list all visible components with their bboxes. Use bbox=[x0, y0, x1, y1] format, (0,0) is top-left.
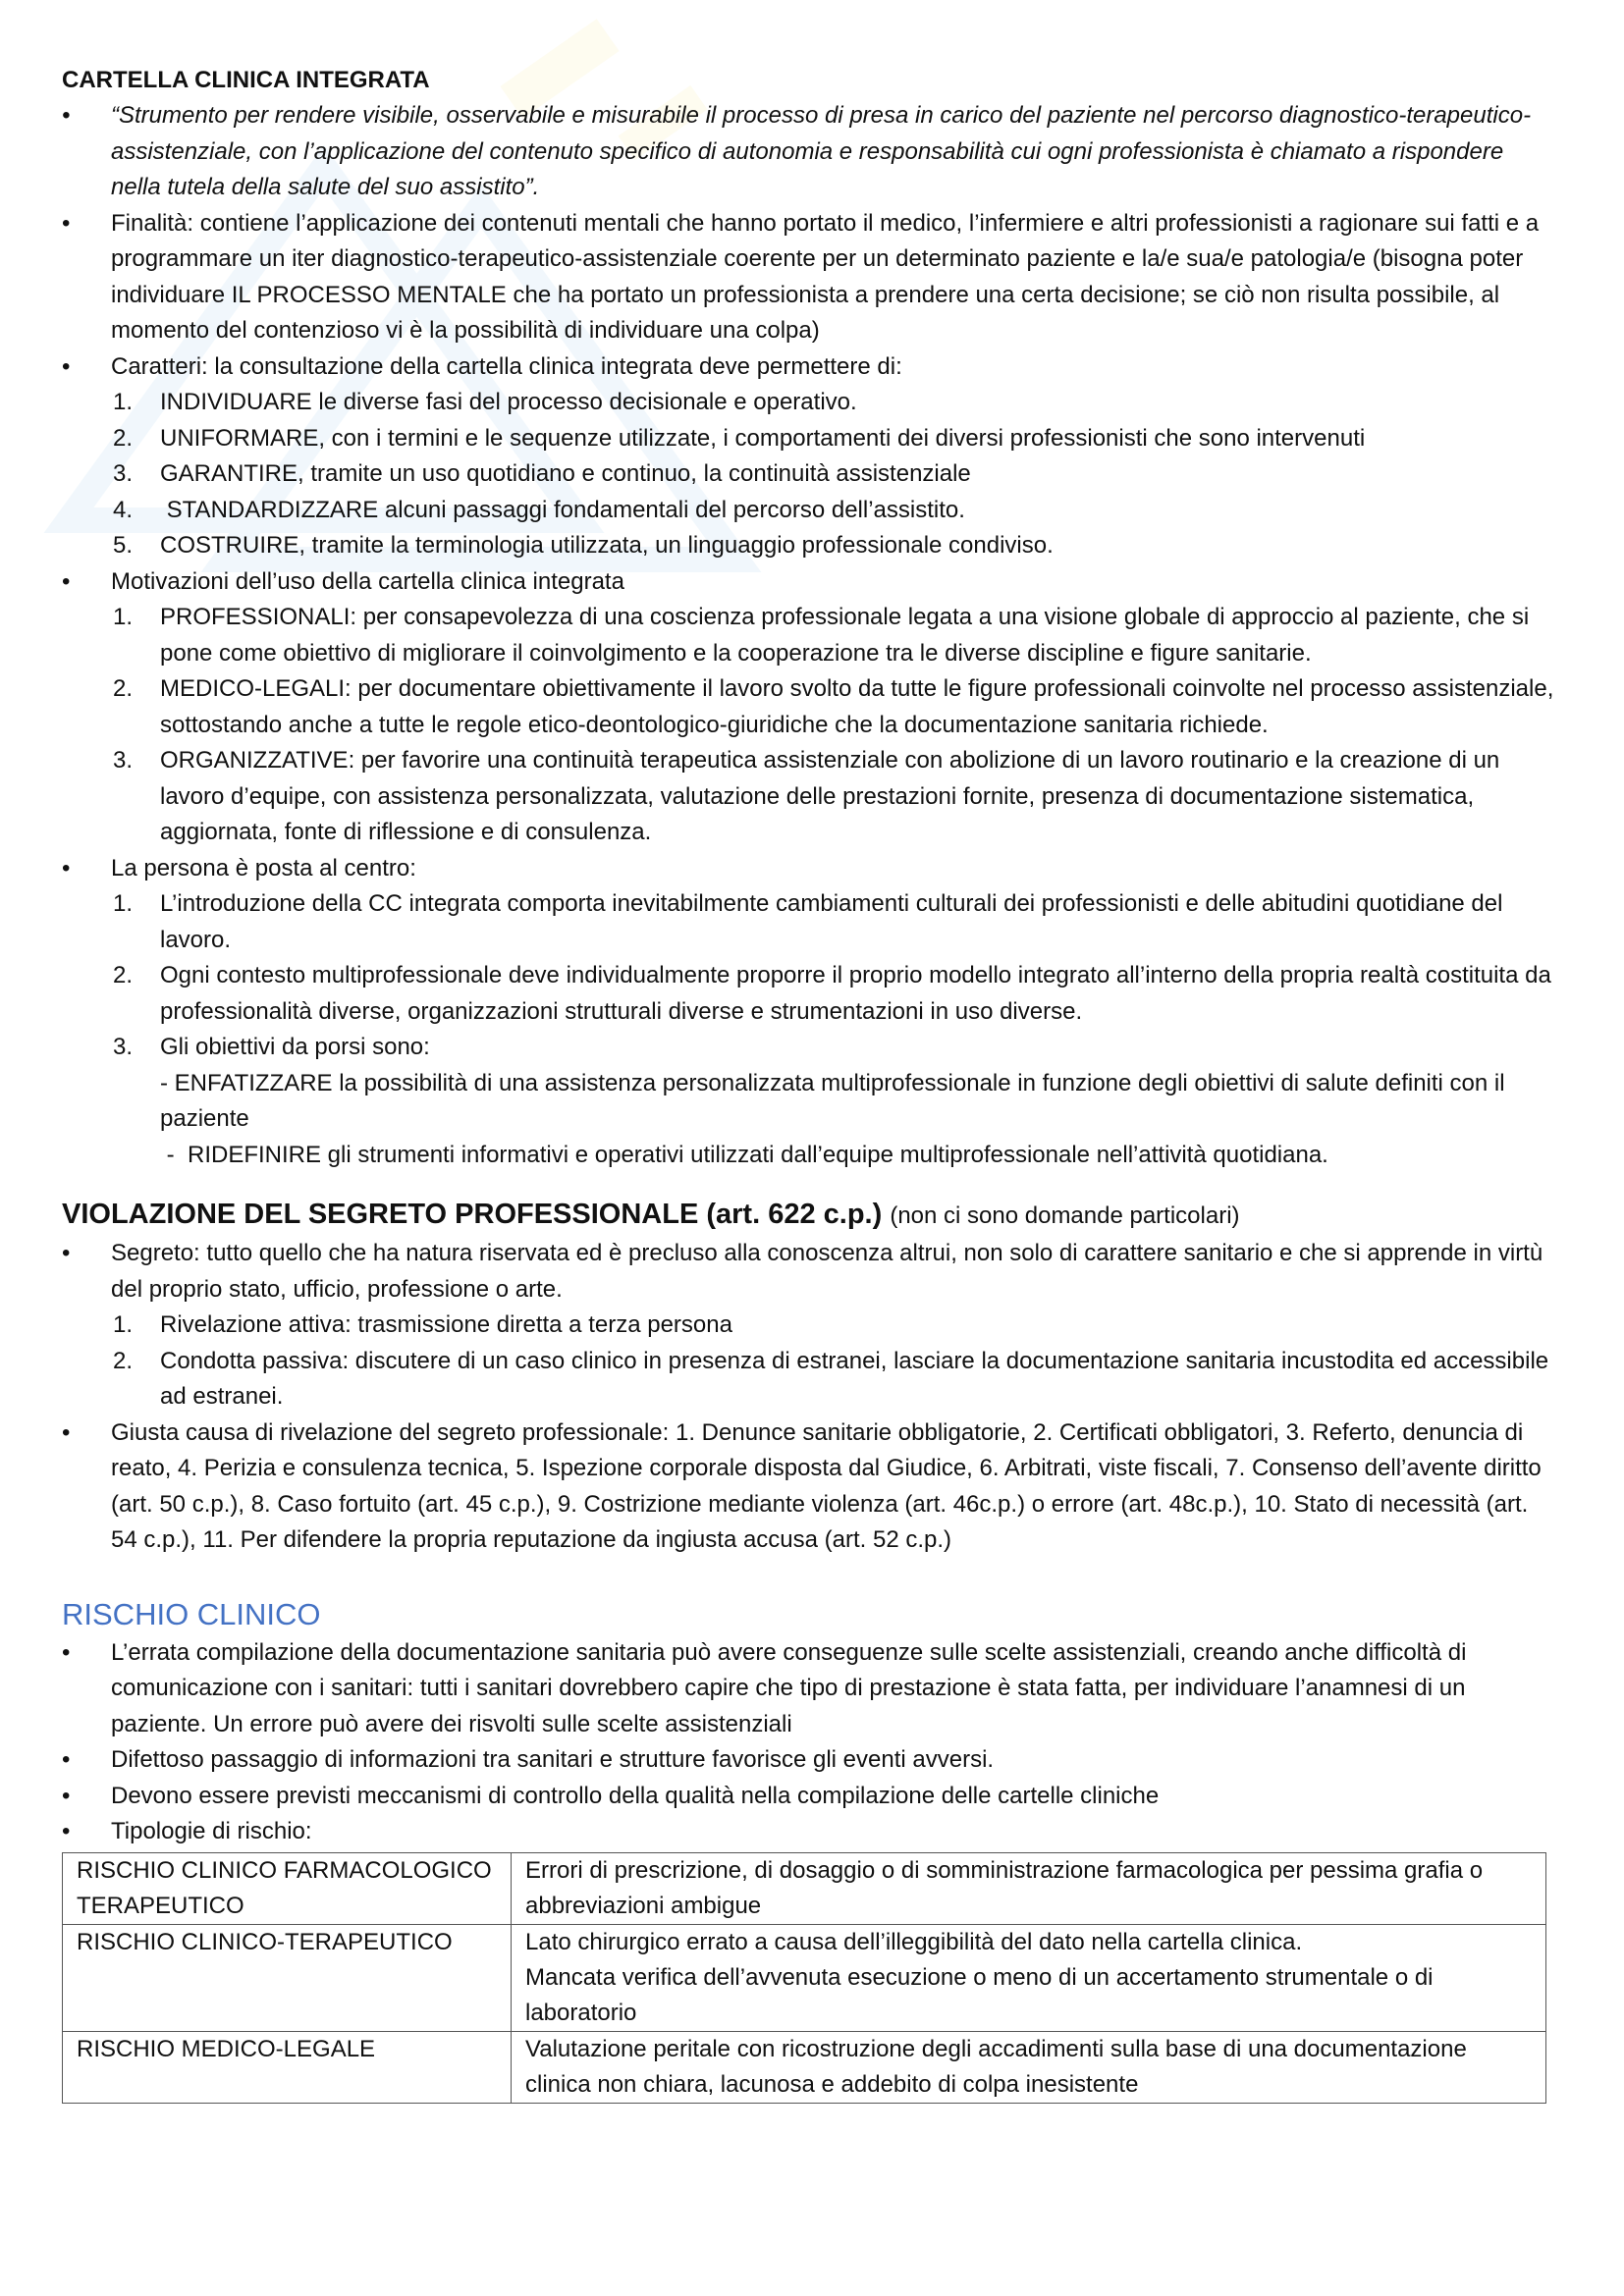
cartella-finalita: • Finalità: contiene l’applicazione dei contenuti mentali che hanno portato il medico, l’infermiere e altri professionisti a ragionare sui fatti e a programmare un iter diagnostico-terapeutico-assistenziale coerente per un determinato paziente e la/e sua/e patologia/e (bisogna poter individuare IL PROCESSO MENTALE che ha portato un professionista a prendere una certa decisione; se ciò non risulta possibile, al momento del contenzioso vi è la possibilità di individuare una colpa) bbox=[62, 206, 1554, 349]
risk-desc-line: Mancata verifica dell’avvenuta esecuzione o meno di un accertamento strumentale o di laboratorio bbox=[525, 1963, 1434, 2026]
section-title-rischio: RISCHIO CLINICO bbox=[62, 1596, 321, 1631]
rischio-bullet: • Difettoso passaggio di informazioni tra sanitari e strutture favorisce gli eventi avversi. bbox=[62, 1742, 1554, 1779]
list-item: 1. L’introduzione della CC integrata comporta inevitabilmente cambiamenti culturali dei professionisti e delle abitudini quotidiane del lavoro. bbox=[113, 890, 1503, 953]
table-row bbox=[63, 1924, 1546, 2031]
obiettivo-item: - ENFATIZZARE la possibilità di una assistenza personalizzata multiprofessionale in funzione degli obiettivi di salute definiti con il paziente bbox=[160, 1069, 1505, 1132]
table-row bbox=[63, 2031, 1546, 2103]
cartella-quote: • “Strumento per rendere visibile, osservabile e misurabile il processo di presa in carico del paziente nel percorso diagnostico-terapeutico-assistenziale, con l’applicazione del contenuto specifico di autonomia e responsabilità cui ogni professionista è chiamato a rispondere nella tutela della salute del suo assistito”. bbox=[62, 98, 1554, 206]
rischio-bullet: • Devono essere previsti meccanismi di controllo della qualità nella compilazione delle cartelle cliniche bbox=[62, 1779, 1554, 1815]
list-item: 3. Gli obiettivi da porsi sono: bbox=[113, 1034, 430, 1060]
list-item: 5. COSTRUIRE, tramite la terminologia utilizzata, un linguaggio professionale condiviso. bbox=[113, 532, 1054, 559]
obiettivo-item: - RIDEFINIRE gli strumenti informativi e operativi utilizzati dall’equipe multiprofessionale nell’attività quotidiana. bbox=[160, 1141, 1328, 1168]
list-item: 3. ORGANIZZATIVE: per favorire una continuità terapeutica assistenziale con abolizione di un lavoro routinario e la creazione di un lavoro d’equipe, con assistenza personalizzata, valutazione delle prestazioni fornite, presenza di documentazione sistematica, aggiornata, fonte di riflessione e di consulenza. bbox=[113, 747, 1500, 845]
table-row bbox=[63, 1852, 1546, 1924]
risk-desc-line: Lato chirurgico errato a causa dell’illeggibilità del dato nella cartella clinica. bbox=[525, 1928, 1303, 1955]
rischio-bullet: • Tipologie di rischio: bbox=[62, 1814, 1554, 1850]
cartella-persona-intro: • La persona è posta al centro: bbox=[62, 851, 1554, 887]
list-item: 3. GARANTIRE, tramite un uso quotidiano e continuo, la continuità assistenziale bbox=[113, 460, 971, 487]
cartella-caratteri-intro: • Caratteri: la consultazione della cartella clinica integrata deve permettere di: bbox=[62, 349, 1554, 386]
risk-type-cell: RISCHIO CLINICO-TERAPEUTICO bbox=[63, 1924, 512, 2031]
list-item: 1. INDIVIDUARE le diverse fasi del processo decisionale e operativo. bbox=[113, 389, 857, 415]
document-page bbox=[62, 63, 1554, 2104]
risk-desc-cell: Valutazione peritale con ricostruzione degli accadimenti sulla base di una documentazione clinica non chiara, lacunosa e addebito di colpa inesistente bbox=[512, 2031, 1546, 2103]
risk-desc-cell bbox=[512, 1924, 1546, 2031]
rischio-bullet: • L’errata compilazione della documentazione sanitaria può avere conseguenze sulle scelte assistenziali, creando anche difficoltà di comunicazione con i sanitari: tutti i sanitari dovrebbero capire che tipo di prestazione è stata fatta, per individuare l’anamnesi di un paziente. Un errore può avere dei risvolti sulle scelte assistenziali bbox=[62, 1635, 1554, 1743]
risk-type-cell: RISCHIO MEDICO-LEGALE bbox=[63, 2031, 512, 2103]
list-item: 1. PROFESSIONALI: per consapevolezza di una coscienza professionale legata a una visione globale di approccio al paziente, che si pone come obiettivo di migliorare il coinvolgimento e la cooperazione tra le diverse discipline e figure sanitarie. bbox=[113, 604, 1530, 667]
cartella-motivazioni-intro: • Motivazioni dell’uso della cartella clinica integrata bbox=[62, 564, 1554, 601]
section-title-segreto: VIOLAZIONE DEL SEGRETO PROFESSIONALE (art. 622 c.p.) (non ci sono domande particolari) bbox=[62, 1199, 1240, 1230]
risk-desc-cell: Errori di prescrizione, di dosaggio o di somministrazione farmacologica per pessima grafia o abbreviazioni ambigue bbox=[512, 1852, 1546, 1924]
risk-table bbox=[62, 1852, 1546, 2104]
segreto-definition: • Segreto: tutto quello che ha natura riservata ed è precluso alla conoscenza altrui, non solo di carattere sanitario e che si apprende in virtù del proprio stato, ufficio, professione o arte. bbox=[62, 1236, 1554, 1308]
segreto-note: (non ci sono domande particolari) bbox=[890, 1202, 1240, 1229]
list-item: 2. Ogni contesto multiprofessionale deve individualmente proporre il proprio modello integrato all’interno della propria realtà costituita da professionalità diverse, organizzazioni strutturali diverse e strumentazioni in uso diverse. bbox=[113, 962, 1551, 1025]
section-title-cartella: CARTELLA CLINICA INTEGRATA bbox=[62, 67, 430, 93]
list-item: 1. Rivelazione attiva: trasmissione diretta a terza persona bbox=[113, 1311, 732, 1338]
list-item: 4. STANDARDIZZARE alcuni passaggi fondamentali del percorso dell’assistito. bbox=[113, 496, 965, 523]
list-item: 2. UNIFORMARE, con i termini e le sequenze utilizzate, i comportamenti dei diversi professionisti che sono intervenuti bbox=[113, 424, 1366, 452]
list-item: 2. Condotta passiva: discutere di un caso clinico in presenza di estranei, lasciare la documentazione sanitaria incustodita ed accessibile ad estranei. bbox=[113, 1347, 1549, 1410]
list-item: 2. MEDICO-LEGALI: per documentare obiettivamente il lavoro svolto da tutte le figure professionali coinvolte nel processo assistenziale, sottostando anche a tutte le regole etico-deontologico-giuridiche che la documentazione sanitaria richiede. bbox=[113, 675, 1554, 738]
segreto-giusta-causa: • Giusta causa di rivelazione del segreto professionale: 1. Denunce sanitarie obbligatorie, 2. Certificati obbligatori, 3. Referto, denuncia di reato, 4. Perizia e consulenza tecnica, 5. Ispezione corporale disposta dal Giudice, 6. Arbitrati, viste fiscali, 7. Consenso dell’avente diritto (art. 50 c.p.), 8. Caso fortuito (art. 45 c.p.), 9. Costrizione mediante violenza (art. 46c.p.) o errore (art. 48c.p.), 10. Stato di necessità (art. 54 c.p.), 11. Per difendere la propria reputazione da ingiusta accusa (art. 52 c.p.) bbox=[62, 1415, 1554, 1559]
risk-type-cell: RISCHIO CLINICO FARMACOLOGICO TERAPEUTICO bbox=[63, 1852, 512, 1924]
